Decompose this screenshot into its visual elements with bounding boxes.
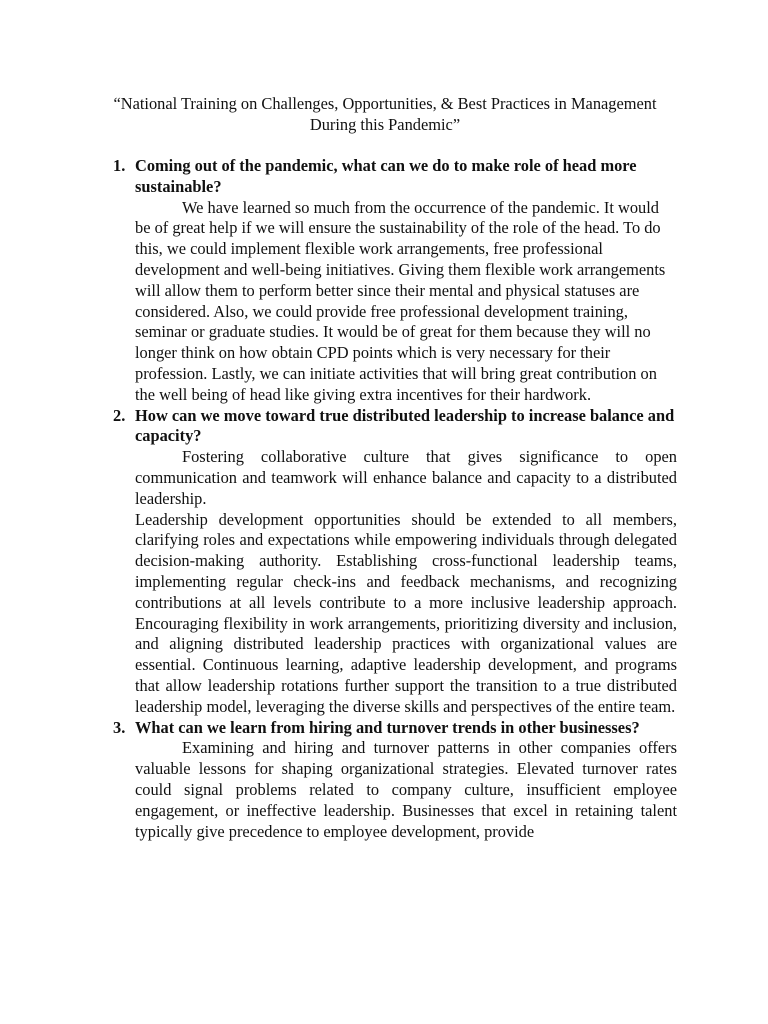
document-title — [80, 94, 690, 136]
question-text: What can we learn from hiring and turnover trends in other businesses? — [135, 717, 640, 737]
question-text: How can we move toward true distributed leadership to increase balance and capacity? — [135, 405, 675, 446]
question-list — [0, 156, 768, 842]
document-title-line-2: During this Pandemic” — [309, 114, 461, 134]
question-number: 2. — [113, 405, 126, 425]
document-title-line-1: “National Training on Challenges, Opportunities, & Best Practices in Management — [113, 94, 657, 113]
answer-paragraph: We have learned so much from the occurrence of the pandemic. It would be of great help if we will ensure the sustainability of the role of the head. To do this, we could implement flexible work arrangements, free professional development and well-being initiatives. Giving them flexible work arrangements will allow them to perform better since their mental and physical statuses are considered. Also, we could provide free professional development training, seminar or graduate studies. It would be of great for them because they will no longer think on how obtain CPD points which is very necessary for their profession. Lastly, we can initiate activities that will bring great contribution on the well being of head like giving extra incentives for their hardwork. — [135, 197, 666, 404]
question-number: 3. — [113, 717, 126, 737]
question-item-1 — [0, 156, 768, 406]
question-item-3 — [0, 718, 768, 843]
question-item-2 — [0, 406, 768, 718]
answer-paragraph: Fostering collaborative culture that gives significance to open communication and teamwork will enhance balance and capacity to a distributed leadership. — [135, 447, 677, 508]
answer-paragraph: Leadership development opportunities should be extended to all members, clarifying roles and expectations while empowering individuals through delegated decision-making authority. Establishing cross-functional leadership teams, implementing regular check-ins and feedback mechanisms, and recognizing contributions at all levels contribute to a more inclusive leadership approach. Encouraging flexibility in work arrangements, prioritizing diversity and inclusion, and aligning distributed leadership practices with organizational values are essential. Continuous learning, adaptive leadership development, and programs that allow leadership rotations further support the transition to a true distributed leadership model, leveraging the diverse skills and perspectives of the entire team. — [135, 509, 677, 716]
answer-paragraph: Examining and hiring and turnover patterns in other companies offers valuable lessons for shaping organizational strategies. Elevated turnover rates could signal problems related to company culture, insufficient employee engagement, or ineffective leadership. Businesses that excel in retaining talent typically give precedence to employee development, provide — [135, 738, 677, 841]
question-text: Coming out of the pandemic, what can we do to make role of head more sustainable? — [135, 156, 637, 196]
question-number: 1. — [113, 156, 126, 175]
